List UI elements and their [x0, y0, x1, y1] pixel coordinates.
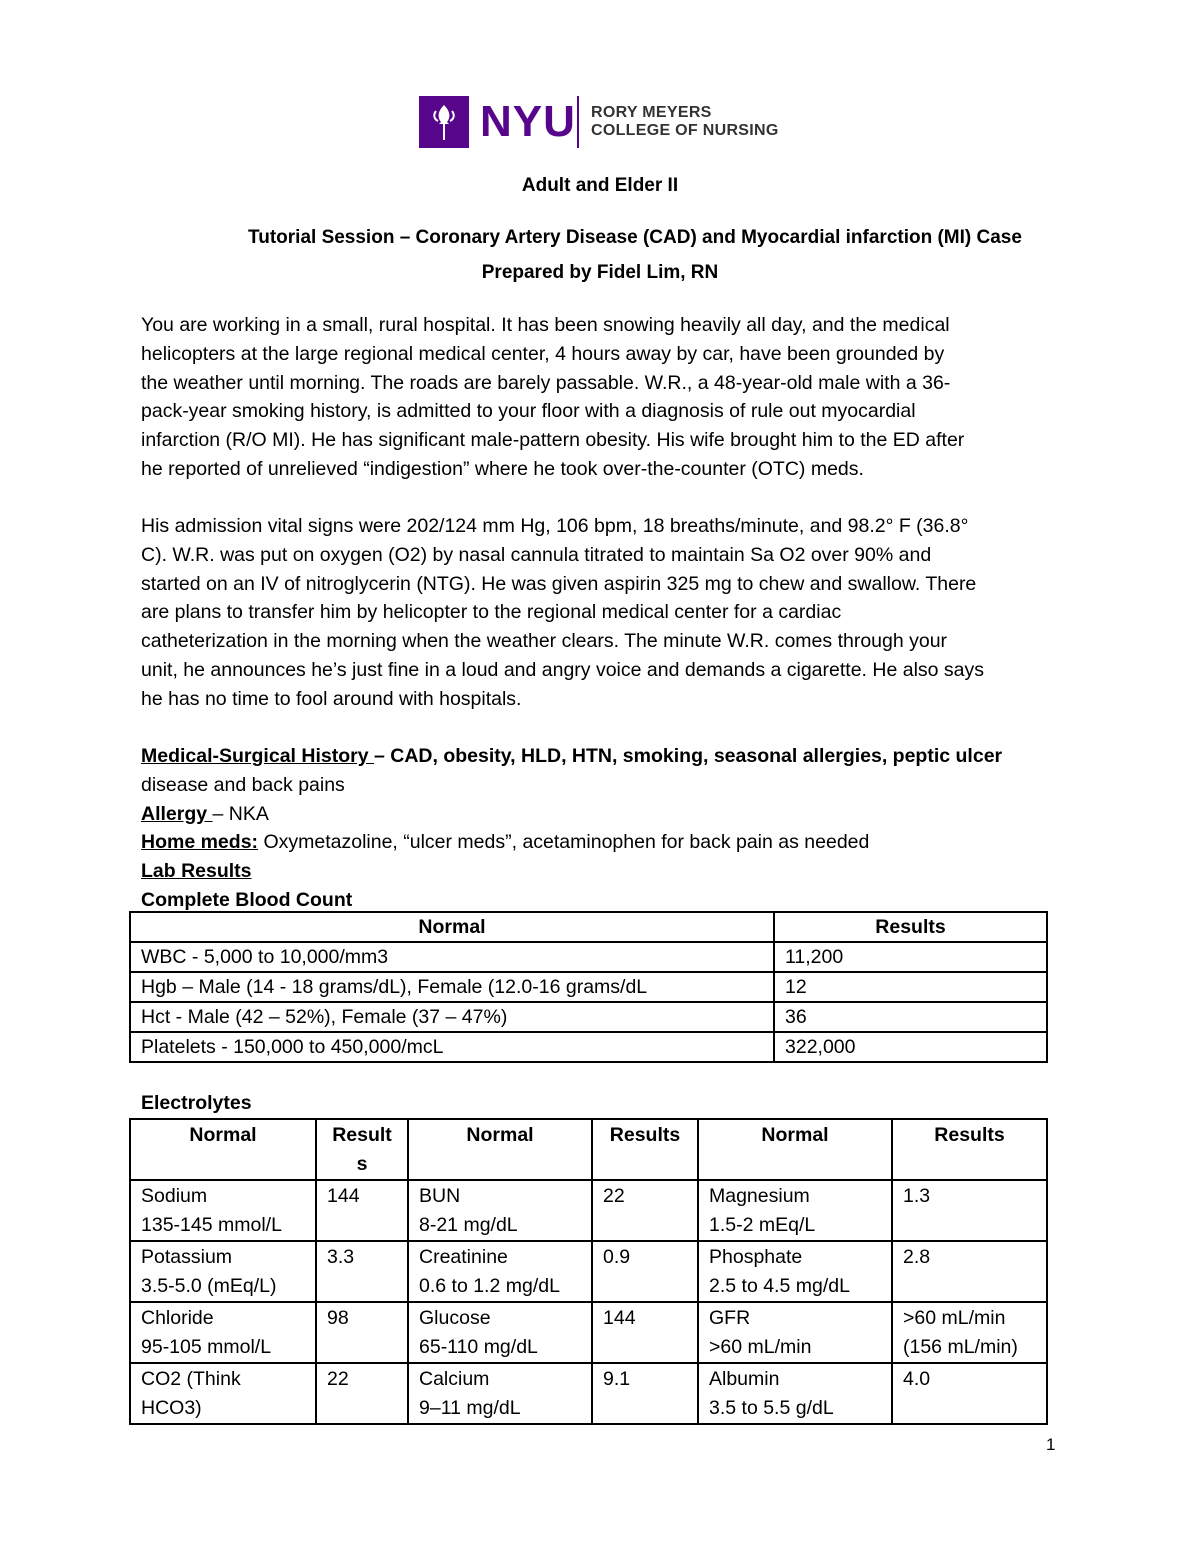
normal-range: 135-145 mmol/L	[141, 1213, 282, 1236]
logo-divider	[577, 96, 579, 148]
result-value: 2.8	[903, 1246, 931, 1268]
column-header: Results	[774, 912, 1047, 942]
medsurg-history-line	[141, 742, 1071, 771]
electrolytes-table	[129, 1118, 1048, 1425]
normal-range: 2.5 to 4.5 mg/dL	[709, 1274, 850, 1297]
home-meds-value: Oxymetazoline, “ulcer meds”, acetaminophen for back pain as needed	[258, 831, 870, 854]
table-cell	[408, 1302, 592, 1363]
torch-icon	[419, 96, 469, 148]
test-name: Magnesium	[709, 1185, 810, 1207]
text-line: pack-year smoking history, is admitted to your floor with a diagnosis of rule out myocardial	[141, 400, 916, 423]
nyu-logo	[419, 96, 789, 150]
test-name: CO2 (Think	[141, 1368, 241, 1390]
normal-range: 1.5-2 mEq/L	[709, 1213, 816, 1236]
medsurg-label: Medical-Surgical History	[141, 745, 374, 767]
cbc-label: Complete Blood Count	[141, 888, 353, 911]
text-line: unit, he announces he’s just fine in a loud and angry voice and demands a cigarette. He also says	[141, 658, 985, 681]
column-header: Results	[592, 1119, 698, 1180]
test-name: GFR	[709, 1307, 751, 1329]
cbc-table	[129, 911, 1048, 1063]
home-meds-line	[141, 828, 1071, 857]
table-cell: 98	[316, 1302, 408, 1363]
allergy-value: – NKA	[212, 802, 269, 825]
table-cell	[130, 1241, 316, 1302]
normal-range: 9–11 mg/dL	[419, 1396, 521, 1419]
text-line: You are working in a small, rural hospital. It has been snowing heavily all day, and the medical	[141, 314, 950, 336]
table-row	[130, 1002, 1047, 1032]
table-row	[130, 942, 1047, 972]
table-cell: 144	[316, 1180, 408, 1241]
test-name: Creatinine	[419, 1246, 508, 1268]
session-title: Tutorial Session – Coronary Artery Disease (CAD) and Myocardial infarction (MI) Case	[248, 227, 1022, 248]
table-row	[130, 1241, 1047, 1302]
text-line: catheterization in the morning when the weather clears. The minute W.R. comes through your	[141, 630, 948, 653]
text-line: C). W.R. was put on oxygen (O2) by nasal cannula titrated to maintain Sa O2 over 90% and	[141, 543, 932, 566]
table-cell	[892, 1180, 1047, 1241]
table-cell: 9.1	[592, 1363, 698, 1424]
text-line: infarction (R/O MI). He has significant male-pattern obesity. His wife brought him to the ED after	[141, 429, 965, 452]
table-cell: 11,200	[774, 942, 1047, 972]
result-value: >60 mL/min	[903, 1307, 1006, 1329]
table-cell	[130, 1363, 316, 1424]
table-cell: 3.3	[316, 1241, 408, 1302]
test-name: Albumin	[709, 1368, 780, 1390]
logo-wordmark: NYU	[480, 97, 576, 146]
table-cell	[892, 1363, 1047, 1424]
table-cell: Hct - Male (42 – 52%), Female (37 – 47%)	[130, 1002, 774, 1032]
test-name: Glucose	[419, 1307, 491, 1329]
table-row	[130, 1032, 1047, 1062]
column-header: Normal	[130, 1119, 316, 1180]
table-cell: WBC - 5,000 to 10,000/mm3	[130, 942, 774, 972]
test-name: Calcium	[419, 1368, 490, 1390]
result-value-extra: (156 mL/min)	[903, 1335, 1018, 1358]
table-cell	[408, 1363, 592, 1424]
column-header: Normal	[130, 912, 774, 942]
test-name: Phosphate	[709, 1246, 803, 1268]
table-cell	[698, 1180, 892, 1241]
normal-range: 3.5-5.0 (mEq/L)	[141, 1274, 277, 1297]
table-header-row	[130, 1119, 1047, 1180]
table-cell	[130, 1180, 316, 1241]
normal-range: HCO3)	[141, 1396, 202, 1419]
logo-line-1: RORY MEYERS	[591, 104, 712, 121]
table-cell	[892, 1302, 1047, 1363]
electrolytes-label: Electrolytes	[141, 1092, 252, 1114]
medsurg-dash: – CAD, obesity, HLD, HTN, smoking, seasonal allergies, peptic ulcer	[373, 745, 1003, 767]
column-header: Results	[892, 1119, 1047, 1180]
text-line: he has no time to fool around with hospitals.	[141, 687, 522, 710]
text-line: helicopters at the large regional medical center, 4 hours away by car, have been grounded by	[141, 342, 945, 365]
test-name: Chloride	[141, 1307, 214, 1329]
test-name: Potassium	[141, 1246, 233, 1268]
allergy-line	[141, 800, 1071, 829]
result-value: 1.3	[903, 1185, 931, 1207]
allergy-label: Allergy	[141, 802, 213, 825]
table-cell	[408, 1180, 592, 1241]
table-cell: 36	[774, 1002, 1047, 1032]
table-cell	[698, 1363, 892, 1424]
text-line: started on an IV of nitroglycerin (NTG). He was given aspirin 325 mg to chew and swallow. There	[141, 572, 977, 595]
normal-range: 8-21 mg/dL	[419, 1213, 518, 1236]
table-row	[130, 972, 1047, 1002]
home-meds-label: Home meds:	[141, 831, 259, 854]
normal-range: >60 mL/min	[709, 1335, 812, 1358]
patient-history	[141, 742, 1071, 915]
table-row	[130, 1363, 1047, 1424]
table-row	[130, 1180, 1047, 1241]
course-title: Adult and Elder II	[521, 175, 679, 196]
text-line: he reported of unrelieved “indigestion” where he took over-the-counter (OTC) meds.	[141, 457, 864, 480]
text-line: His admission vital signs were 202/124 mm Hg, 106 bpm, 18 breaths/minute, and 98.2° F (36.8°	[141, 515, 969, 537]
table-cell: 144	[592, 1302, 698, 1363]
table-cell: 0.9	[592, 1241, 698, 1302]
header-part: s	[356, 1152, 368, 1175]
table-cell: 22	[316, 1363, 408, 1424]
lab-results-label: Lab Results	[141, 860, 252, 883]
text-line: are plans to transfer him by helicopter to the regional medical center for a cardiac	[141, 601, 842, 624]
test-name: Sodium	[141, 1185, 208, 1207]
column-header: Normal	[408, 1119, 592, 1180]
page-number: 1	[1046, 1435, 1056, 1454]
table-cell: 22	[592, 1180, 698, 1241]
column-header	[316, 1119, 408, 1180]
header-part: Result	[332, 1124, 392, 1146]
table-cell	[698, 1302, 892, 1363]
table-row	[130, 1302, 1047, 1363]
table-cell: 12	[774, 972, 1047, 1002]
table-cell	[408, 1241, 592, 1302]
normal-range: 0.6 to 1.2 mg/dL	[419, 1274, 560, 1297]
normal-range: 65-110 mg/dL	[419, 1335, 538, 1358]
author-line: Prepared by Fidel Lim, RN	[481, 262, 719, 283]
normal-range: 3.5 to 5.5 g/dL	[709, 1396, 834, 1419]
table-cell	[698, 1241, 892, 1302]
result-value: 4.0	[903, 1368, 931, 1390]
test-name: BUN	[419, 1185, 461, 1207]
table-header-row	[130, 912, 1047, 942]
table-cell	[892, 1241, 1047, 1302]
case-paragraph-1	[141, 311, 1071, 484]
table-cell: Platelets - 150,000 to 450,000/mcL	[130, 1032, 774, 1062]
normal-range: 95-105 mmol/L	[141, 1335, 272, 1358]
table-cell: 322,000	[774, 1032, 1047, 1062]
column-header: Normal	[698, 1119, 892, 1180]
medsurg-cont: disease and back pains	[141, 773, 345, 796]
table-cell: Hgb – Male (14 - 18 grams/dL), Female (12.0-16 grams/dL	[130, 972, 774, 1002]
case-paragraph-2	[141, 512, 1071, 714]
logo-line-2: COLLEGE OF NURSING	[591, 122, 779, 139]
text-line: the weather until morning. The roads are barely passable. W.R., a 48-year-old male with a 36-	[141, 371, 951, 394]
table-cell	[130, 1302, 316, 1363]
